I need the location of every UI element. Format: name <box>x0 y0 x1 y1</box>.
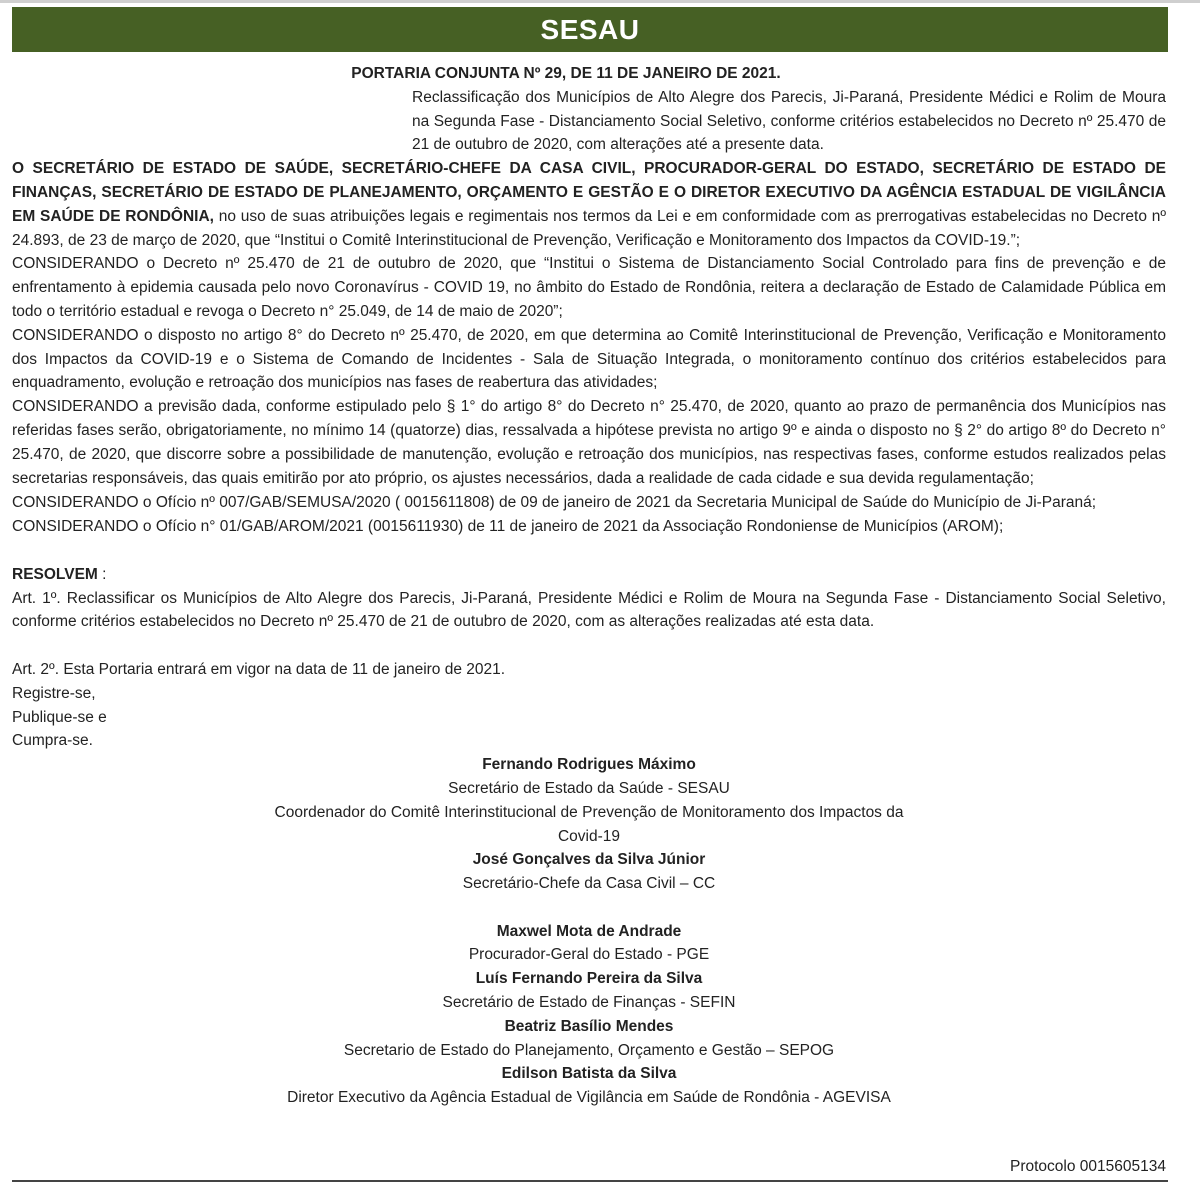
top-divider <box>0 0 1200 3</box>
closing-publique: Publique-se e <box>12 708 107 726</box>
considerando-4: CONSIDERANDO o Ofício nº 007/GAB/SEMUSA/2020 ( 0015611808) de 09 de janeiro de 2021 da Secretaria Municipal de Saúde do Município de Ji-Paraná; <box>12 494 1097 512</box>
document-body <box>12 62 1166 1110</box>
signatory-name: José Gonçalves da Silva Júnior <box>472 851 706 869</box>
bottom-divider <box>12 1180 1168 1182</box>
signatures <box>239 753 939 1110</box>
spacer <box>239 896 939 920</box>
preamble-text: no uso de suas atribuições legais e regimentais nos termos da Lei e em conformidade com as prerrogativas estabelecidas no Decreto nº 24.893, de 23 de março de 2020, que “Institui o Comitê Interinstitucional de Prevenção, Verificação e Monitoramento dos Impactos da COVID-19.”; <box>12 207 1166 249</box>
resolvem-label: RESOLVEM <box>12 565 98 583</box>
closing-cumpra: Cumpra-se. <box>12 732 93 750</box>
signatory-role: Secretário de Estado de Finanças - SEFIN <box>442 994 736 1012</box>
signatory-role: Coordenador do Comitê Interinstitucional de Prevenção de Monitoramento dos Impactos da <box>274 803 904 821</box>
spacer <box>12 539 1166 563</box>
resolvem-colon: : <box>97 565 107 583</box>
document-title: PORTARIA CONJUNTA Nº 29, DE 11 DE JANEIRO DE 2021. <box>351 65 781 82</box>
signatory-name: Beatriz Basílio Mendes <box>504 1017 674 1035</box>
signatory-role: Procurador-Geral do Estado - PGE <box>468 946 710 964</box>
signatory-role: Diretor Executivo da Agência Estadual de Vigilância em Saúde de Rondônia - AGEVISA <box>287 1089 891 1107</box>
article-1: Art. 1º. Reclassificar os Municípios de Alto Alegre dos Parecis, Ji-Paraná, Presidente Médici e Rolim de Moura na Segunda Fase - Distanciamento Social Seletivo, conforme critérios estabelecidos no Decreto nº 25.470 de 21 de outubro de 2020, com as alterações realizadas até esta data. <box>12 589 1166 631</box>
protocol-number: Protocolo 0015605134 <box>1010 1158 1166 1175</box>
ementa: Reclassificação dos Municípios de Alto Alegre dos Parecis, Ji-Paraná, Presidente Médici e Rolim de Moura na Segunda Fase - Distanciamento Social Seletivo, conforme critérios estabelecidos no Decreto nº 25.470 de 21 de outubro de 2020, com alterações até a presente data. <box>412 88 1166 154</box>
signatory-role: Secretario de Estado do Planejamento, Orçamento e Gestão – SEPOG <box>343 1041 835 1059</box>
spacer <box>12 634 1166 658</box>
signatory-name: Fernando Rodrigues Máximo <box>482 756 696 774</box>
preamble-authorities: O SECRETÁRIO DE ESTADO DE SAÚDE, SECRETÁRIO-CHEFE DA CASA CIVIL, PROCURADOR-GERAL DO ESTADO, SECRETÁRIO DE ESTADO DE FINANÇAS, SECRETÁRIO DE ESTADO DE PLANEJAMENTO, ORÇAMENTO E GESTÃO E O DIRETOR EXECUTIVO DA AGÊNCIA ESTADUAL DE VIGILÂNCIA EM SAÚDE DE RONDÔNIA, <box>12 160 1166 225</box>
signatory-name: Luís Fernando Pereira da Silva <box>475 970 703 988</box>
considerando-1: CONSIDERANDO o Decreto nº 25.470 de 21 de outubro de 2020, que “Institui o Sistema de Distanciamento Social Controlado para fins de prevenção e de enfrentamento à epidemia causada pelo novo Coronavírus - COVID 19, no âmbito do Estado de Rondônia, reitera a declaração de Estado de Calamidade Pública em todo o território estadual e revoga o Decreto n° 25.049, de 14 de maio de 2020”; <box>12 255 1166 320</box>
signatory-role: Secretário-Chefe da Casa Civil – CC <box>462 875 716 893</box>
closing-registre: Registre-se, <box>12 684 96 702</box>
considerando-2: CONSIDERANDO o disposto no artigo 8° do Decreto nº 25.470, de 2020, em que determina ao Comitê Interinstitucional de Prevenção, Verificação e Monitoramento dos Impactos da COVID-19 e o Sistema de Comando de Incidentes - Sala de Situação Integrada, o monitoramento contínuo dos critérios estabelecidos para enquadramento, evolução e retroação dos municípios nas fases de reabertura das atividades; <box>12 326 1166 392</box>
article-2: Art. 2º. Esta Portaria entrará em vigor na data de 11 de janeiro de 2021. <box>12 660 506 678</box>
section-title: SESAU <box>540 14 640 45</box>
signatory-role: Covid-19 <box>557 827 621 845</box>
section-banner <box>12 7 1168 52</box>
signatory-name: Maxwel Mota de Andrade <box>496 922 682 940</box>
considerando-3: CONSIDERANDO a previsão dada, conforme estipulado pelo § 1° do artigo 8° do Decreto n° 25.470, de 2020, quanto ao prazo de permanência dos Municípios nas referidas fases serão, obrigatoriamente, no mínimo 14 (quatorze) dias, ressalvada a hipótese prevista no artigo 9º e ainda o disposto no § 2° do artigo 8º do Decreto n° 25.470, de 2020, que discorre sobre a possibilidade de manutenção, evolução e retroação dos municípios, nas respectivas fases, conforme estudos realizados pelas secretarias responsáveis, das quais emitirão por ato próprio, os ajustes necessários, dada a realidade de cada cidade e sua devida regulamentação; <box>12 398 1166 487</box>
signatory-role: Secretário de Estado da Saúde - SESAU <box>448 779 730 797</box>
resolvem <box>12 563 1166 587</box>
signatory-name: Edilson Batista da Silva <box>501 1065 677 1083</box>
considerando-5: CONSIDERANDO o Ofício n° 01/GAB/AROM/2021 (0015611930) de 11 de janeiro de 2021 da Associação Rondoniense de Municípios (AROM); <box>12 518 1004 536</box>
preamble <box>12 157 1166 252</box>
